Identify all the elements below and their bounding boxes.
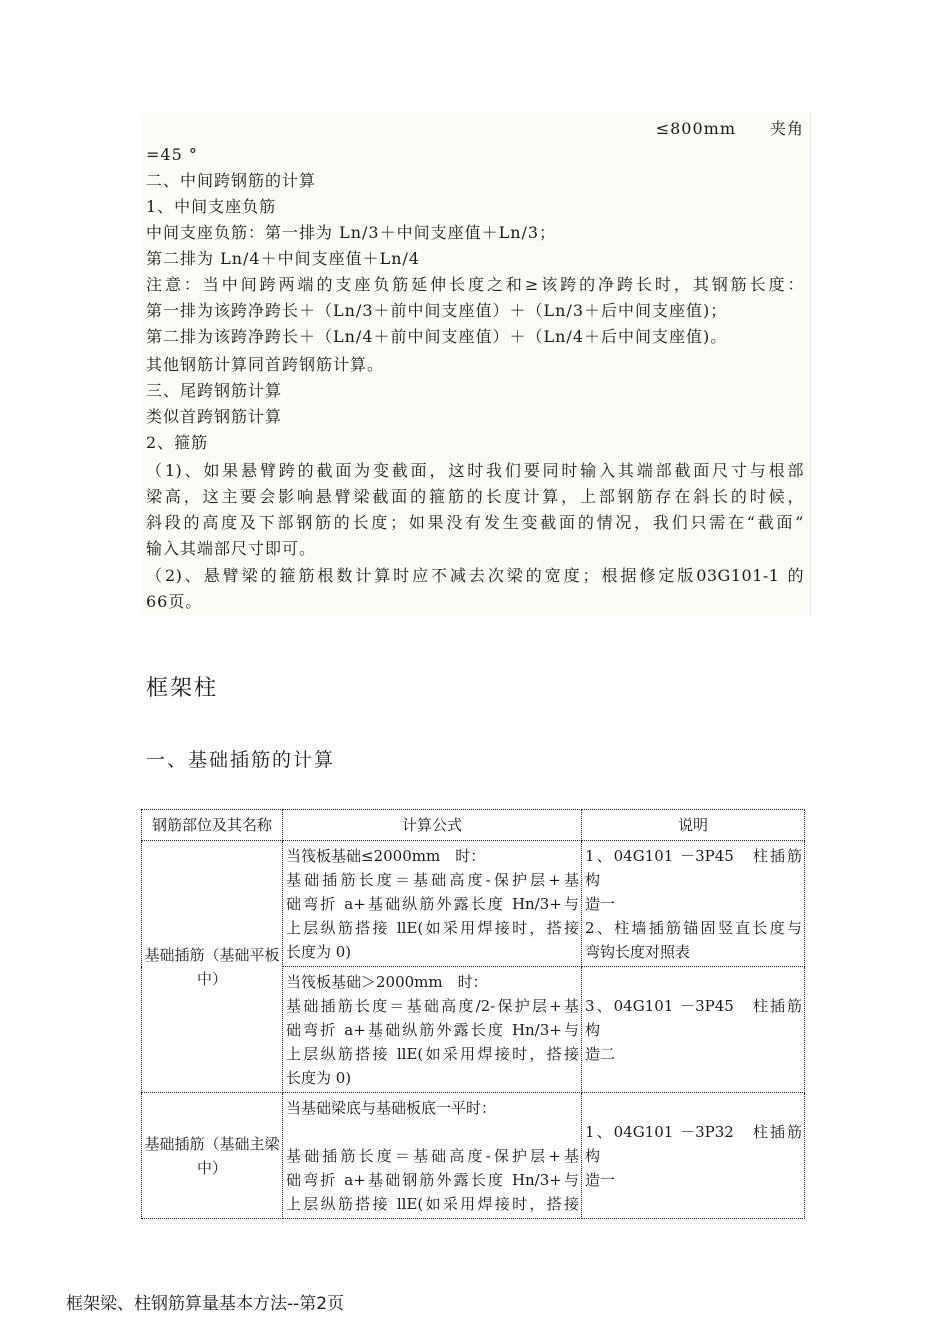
page-footer: 框架梁、柱钢筋算量基本方法--第2页	[66, 1294, 345, 1314]
part-name-cell: 基础插筋（基础平板中）	[142, 841, 283, 1093]
subsection-title: 一、基础插筋的计算	[146, 749, 336, 771]
text-line: 第二排为该跨净跨长＋（Ln/4＋前中间支座值）＋（Ln/4＋后中间支座值)。	[146, 327, 728, 346]
note-line: 3、04G101 －3P45 柱插筋构	[585, 997, 802, 1039]
column-header: 钢筋部位及其名称	[142, 810, 283, 841]
formula-line: 基础插筋长度＝基础高度/2-保护层+基	[286, 997, 579, 1015]
note-cell	[582, 967, 805, 1093]
table-row	[142, 841, 805, 967]
formula-line: 当基础梁底与基础板底一平时：	[286, 1099, 497, 1117]
text-line: 第一排为该跨净跨长＋（Ln/3＋前中间支座值）＋（Ln/3＋后中间支座值)；	[146, 301, 728, 320]
formula-line: 上层纵筋搭接 llE(如采用焊接时，搭接	[286, 919, 579, 937]
table-row	[142, 1093, 805, 1219]
text-line: =45 °	[146, 145, 198, 164]
text-line: 二、中间跨钢筋的计算	[146, 171, 317, 190]
text-line: 1、中间支座负筋	[146, 197, 277, 216]
text-line: 类似首跨钢筋计算	[146, 407, 283, 426]
formula-cell	[283, 967, 582, 1093]
text-line: 其他钢筋计算同首跨钢筋计算。	[146, 355, 385, 374]
text-line: （1)、如果悬臂跨的截面为变截面，这时我们要同时输入其端部截面尺寸与根部	[146, 461, 804, 480]
part-name-cell: 基础插筋（基础主梁中）	[142, 1093, 283, 1219]
formula-line: 上层纵筋搭接 llE(如采用焊接时，搭接	[286, 1045, 579, 1063]
formula-line: 当筏板基础≤2000mm 时：	[286, 847, 486, 865]
text-line: 第二排为 Ln/4＋中间支座值＋Ln/4	[146, 249, 421, 268]
text-line: 三、尾跨钢筋计算	[146, 381, 283, 400]
text-line: 梁高，这主要会影响悬臂梁截面的箍筋的长度计算，上部钢筋存在斜长的时候，	[146, 487, 804, 506]
formula-line: 当筏板基础＞2000mm 时：	[286, 973, 488, 991]
formula-line: 础弯折 a+基础纵筋外露长度 Hn/3+与	[286, 895, 579, 913]
text-line: 66页。	[146, 592, 203, 611]
column-header: 计算公式	[283, 810, 582, 841]
formula-line: 长度为 0)	[286, 943, 352, 961]
text-line: 2、箍筋	[146, 433, 209, 452]
text-line: 注意：当中间跨两端的支座负筋延伸长度之和≥该跨的净跨长时，其钢筋长度：	[146, 275, 804, 294]
text-line: ≤800mm 夹角	[655, 119, 804, 138]
formula-line: 基础插筋长度＝基础高度-保护层+基	[286, 871, 579, 889]
text-line: 中间支座负筋：第一排为 Ln/3＋中间支座值＋Ln/3；	[146, 223, 557, 242]
text-line: 斜段的高度及下部钢筋的长度；如果没有发生变截面的情况，我们只需在“截面”	[146, 513, 804, 532]
note-line: 1、04G101 －3P45 柱插筋构	[585, 847, 802, 889]
note-line: 造一	[585, 1171, 616, 1189]
formula-line: 础弯折 a+基础钢筋外露长度 Hn/3+与	[286, 1171, 579, 1189]
column-header: 说明	[582, 810, 805, 841]
rebar-table	[141, 809, 805, 1219]
note-line: 2、柱墙插筋锚固竖直长度与	[585, 919, 802, 937]
formula-line: 基础插筋长度＝基础高度-保护层+基	[286, 1147, 579, 1165]
note-line: 弯钩长度对照表	[585, 943, 691, 961]
formula-cell	[283, 1093, 582, 1219]
table-header-row	[142, 810, 805, 841]
note-line: 1、04G101 －3P32 柱插筋构	[585, 1123, 802, 1165]
formula-line: 上层纵筋搭接 llE(如采用焊接时，搭接	[286, 1195, 579, 1213]
note-cell	[582, 841, 805, 967]
text-line: 输入其端部尺寸即可。	[146, 539, 317, 558]
formula-line: 长度为 0)	[286, 1069, 352, 1087]
note-line: 造一	[585, 895, 616, 913]
text-line: （2)、悬臂梁的箍筋根数计算时应不减去次梁的宽度；根据修定版03G101-1 的	[146, 566, 804, 585]
formula-line	[286, 1120, 579, 1144]
formula-line: 础弯折 a+基础纵筋外露长度 Hn/3+与	[286, 1021, 579, 1039]
formula-cell	[283, 841, 582, 967]
note-line: 造二	[585, 1045, 616, 1063]
section-title: 框架柱	[146, 676, 219, 701]
note-cell	[582, 1093, 805, 1219]
